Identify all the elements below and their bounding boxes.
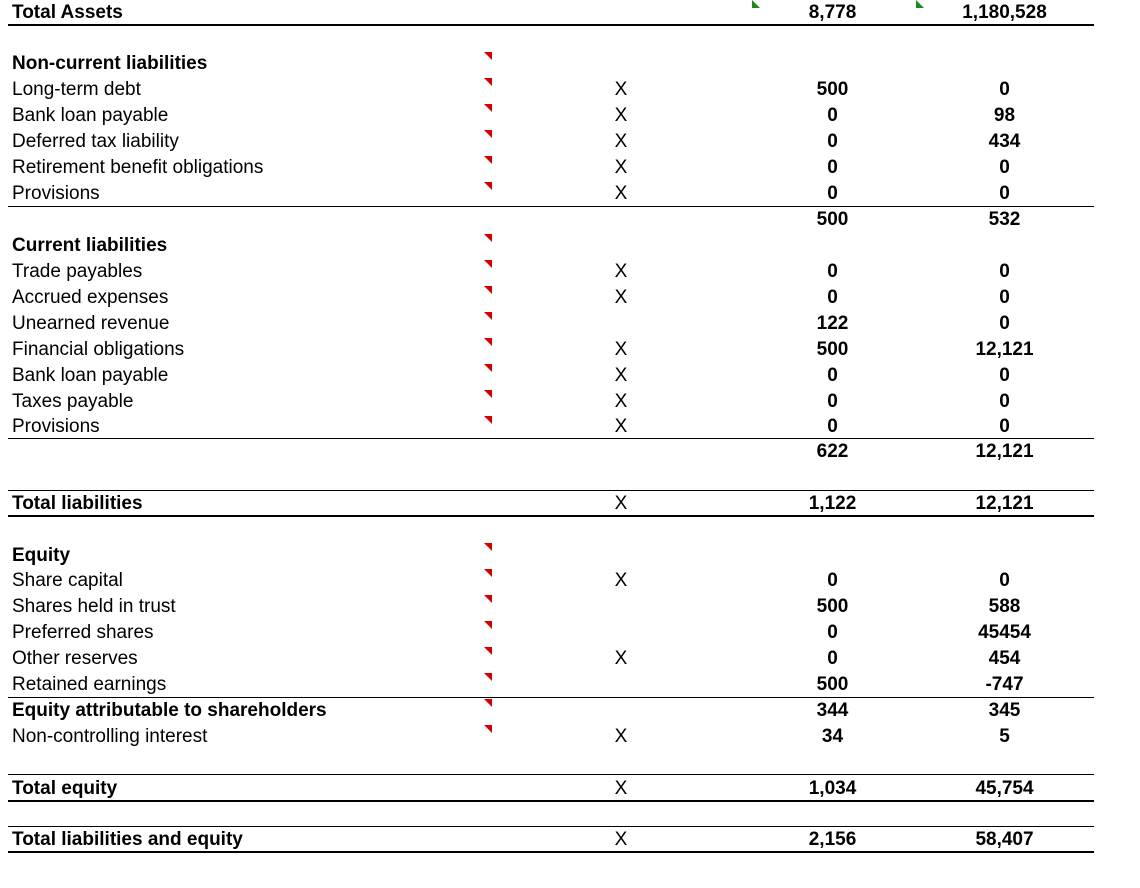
total-assets-row[interactable] xyxy=(0,0,1140,26)
row-label: Provisions xyxy=(12,183,100,204)
table-row[interactable] xyxy=(0,77,1140,103)
total-rule-top xyxy=(8,774,1094,775)
non-current-subtotal-row[interactable] xyxy=(0,207,1140,233)
x-mark[interactable] xyxy=(606,620,636,646)
non-controlling-interest-row[interactable] xyxy=(0,724,1140,750)
value-1[interactable]: 0 xyxy=(827,287,838,308)
x-mark[interactable]: X xyxy=(614,493,628,514)
value-2[interactable]: 0 xyxy=(999,79,1010,100)
equity-attributable-row[interactable] xyxy=(0,698,1140,724)
value-1[interactable]: 0 xyxy=(827,261,838,282)
total-liabilities-equity-label: Total liabilities and equity xyxy=(12,829,243,850)
row-label: Accrued expenses xyxy=(12,287,169,308)
total-assets-label: Total Assets xyxy=(12,2,123,23)
table-row[interactable] xyxy=(0,103,1140,129)
value-2[interactable]: 0 xyxy=(999,416,1010,437)
value-2[interactable]: 0 xyxy=(999,183,1010,204)
row-label: Bank loan payable xyxy=(12,365,169,386)
total-rule-bottom xyxy=(8,515,1094,517)
value-2[interactable]: 12,121 xyxy=(975,339,1034,360)
value-2[interactable]: 0 xyxy=(999,157,1010,178)
value-2[interactable]: 0 xyxy=(999,287,1010,308)
row-label: Retained earnings xyxy=(12,674,167,695)
table-row[interactable] xyxy=(0,311,1140,337)
value-1[interactable]: 0 xyxy=(827,365,838,386)
x-mark[interactable]: X xyxy=(614,105,628,126)
table-row[interactable] xyxy=(0,594,1140,620)
table-row[interactable] xyxy=(0,363,1140,389)
cell-marker-icon xyxy=(916,0,924,8)
total-liabilities-value-2[interactable]: 12,121 xyxy=(975,493,1034,514)
table-row[interactable] xyxy=(0,259,1140,285)
x-mark[interactable]: X xyxy=(614,131,628,152)
cell-marker-icon xyxy=(752,0,760,8)
current-heading-row[interactable] xyxy=(0,233,1140,259)
value-2[interactable]: 588 xyxy=(988,596,1021,617)
total-equity-label: Total equity xyxy=(12,778,118,799)
table-row[interactable] xyxy=(0,285,1140,311)
row-label: Non-controlling interest xyxy=(12,726,208,747)
table-row[interactable] xyxy=(0,389,1140,415)
row-label: Retirement benefit obligations xyxy=(12,157,264,178)
row-label: Equity attributable to shareholders xyxy=(12,700,327,721)
value-2[interactable]: 0 xyxy=(999,313,1010,334)
table-row[interactable] xyxy=(0,129,1140,155)
value-2[interactable]: 0 xyxy=(999,261,1010,282)
row-label: Trade payables xyxy=(12,261,143,282)
value-2[interactable]: 0 xyxy=(999,570,1010,591)
value-1[interactable]: 0 xyxy=(827,416,838,437)
total-rule-bottom xyxy=(8,800,1094,802)
x-mark[interactable]: X xyxy=(614,287,628,308)
value-1[interactable]: 0 xyxy=(827,105,838,126)
total-liabilities-equity-row[interactable] xyxy=(0,827,1140,853)
value-2[interactable]: 434 xyxy=(988,131,1021,152)
subtotal-value-2[interactable]: 532 xyxy=(988,209,1021,230)
total-assets-value-1[interactable]: 8,778 xyxy=(808,2,857,23)
equity-heading-row[interactable] xyxy=(0,543,1140,569)
value-1[interactable]: 500 xyxy=(816,674,849,695)
value-1[interactable]: 500 xyxy=(816,596,849,617)
value-2[interactable]: 0 xyxy=(999,391,1010,412)
x-mark[interactable] xyxy=(606,311,636,337)
total-liabilities-value-1[interactable]: 1,122 xyxy=(808,493,857,514)
row-label: Bank loan payable xyxy=(12,105,169,126)
row-label: Preferred shares xyxy=(12,622,154,643)
value-1[interactable]: 0 xyxy=(827,391,838,412)
value-1[interactable]: 500 xyxy=(816,79,849,100)
table-row[interactable] xyxy=(0,620,1140,646)
x-mark[interactable]: X xyxy=(614,416,628,437)
row-label: Financial obligations xyxy=(12,339,185,360)
total-liabilities-row[interactable] xyxy=(0,491,1140,517)
row-label: Taxes payable xyxy=(12,391,134,412)
row-label: Unearned revenue xyxy=(12,313,170,334)
x-mark[interactable]: X xyxy=(614,261,628,282)
x-mark[interactable]: X xyxy=(614,829,628,850)
total-liabilities-equity-value-1[interactable]: 2,156 xyxy=(808,829,857,850)
value-1[interactable]: 344 xyxy=(816,700,849,721)
row-label: Long-term debt xyxy=(12,79,141,100)
row-label: Other reserves xyxy=(12,648,138,669)
table-row[interactable] xyxy=(0,337,1140,363)
x-mark[interactable]: X xyxy=(614,339,628,360)
table-row[interactable] xyxy=(0,155,1140,181)
row-label: Share capital xyxy=(12,570,123,591)
value-2[interactable]: 345 xyxy=(988,700,1021,721)
total-equity-row[interactable] xyxy=(0,776,1140,802)
x-mark[interactable]: X xyxy=(614,778,628,799)
value-2[interactable]: 45454 xyxy=(978,622,1031,643)
non-current-heading-row[interactable] xyxy=(0,51,1140,77)
row-label: Deferred tax liability xyxy=(12,131,179,152)
section-heading: Equity xyxy=(12,545,71,566)
value-1[interactable]: 0 xyxy=(827,183,838,204)
value-1[interactable]: 34 xyxy=(821,726,844,747)
value-2[interactable]: 454 xyxy=(988,648,1021,669)
total-assets-value-2[interactable]: 1,180,528 xyxy=(962,2,1047,23)
x-mark[interactable]: X xyxy=(614,79,628,100)
section-heading: Non-current liabilities xyxy=(12,53,208,74)
total-equity-value-1[interactable]: 1,034 xyxy=(808,778,857,799)
value-1[interactable]: 122 xyxy=(816,313,849,334)
value-2[interactable]: 5 xyxy=(999,726,1010,747)
x-mark[interactable]: X xyxy=(614,648,628,669)
underline xyxy=(8,24,1094,26)
table-row[interactable] xyxy=(0,568,1140,594)
table-row[interactable] xyxy=(0,646,1140,672)
value-1[interactable]: 0 xyxy=(827,570,838,591)
section-heading: Current liabilities xyxy=(12,235,168,256)
x-mark[interactable] xyxy=(606,672,636,698)
value-1[interactable]: 500 xyxy=(816,339,849,360)
x-mark[interactable]: X xyxy=(614,183,628,204)
x-mark[interactable]: X xyxy=(614,570,628,591)
table-row[interactable] xyxy=(0,414,1140,440)
table-row[interactable] xyxy=(0,672,1140,698)
value-2[interactable]: 98 xyxy=(993,105,1016,126)
value-1[interactable]: 0 xyxy=(827,648,838,669)
value-1[interactable]: 0 xyxy=(827,131,838,152)
total-equity-value-2[interactable]: 45,754 xyxy=(975,778,1034,799)
total-rule-bottom xyxy=(8,851,1094,853)
x-mark[interactable]: X xyxy=(614,391,628,412)
total-liabilities-label: Total liabilities xyxy=(12,493,143,514)
value-2[interactable]: 0 xyxy=(999,365,1010,386)
subtotal-value-1[interactable]: 500 xyxy=(816,209,849,230)
x-mark[interactable]: X xyxy=(614,726,628,747)
table-row[interactable] xyxy=(0,181,1140,207)
row-label: Shares held in trust xyxy=(12,596,176,617)
value-1[interactable]: 0 xyxy=(827,622,838,643)
value-2[interactable]: -747 xyxy=(985,674,1024,695)
subtotal-value-1[interactable]: 622 xyxy=(816,441,849,462)
total-liabilities-equity-value-2[interactable]: 58,407 xyxy=(975,829,1034,850)
row-label: Provisions xyxy=(12,416,100,437)
subtotal-value-2[interactable]: 12,121 xyxy=(975,441,1034,462)
value-1[interactable]: 0 xyxy=(827,157,838,178)
current-subtotal-row[interactable] xyxy=(0,439,1140,465)
x-mark[interactable]: X xyxy=(614,157,628,178)
x-mark[interactable]: X xyxy=(614,365,628,386)
x-mark[interactable] xyxy=(606,594,636,620)
